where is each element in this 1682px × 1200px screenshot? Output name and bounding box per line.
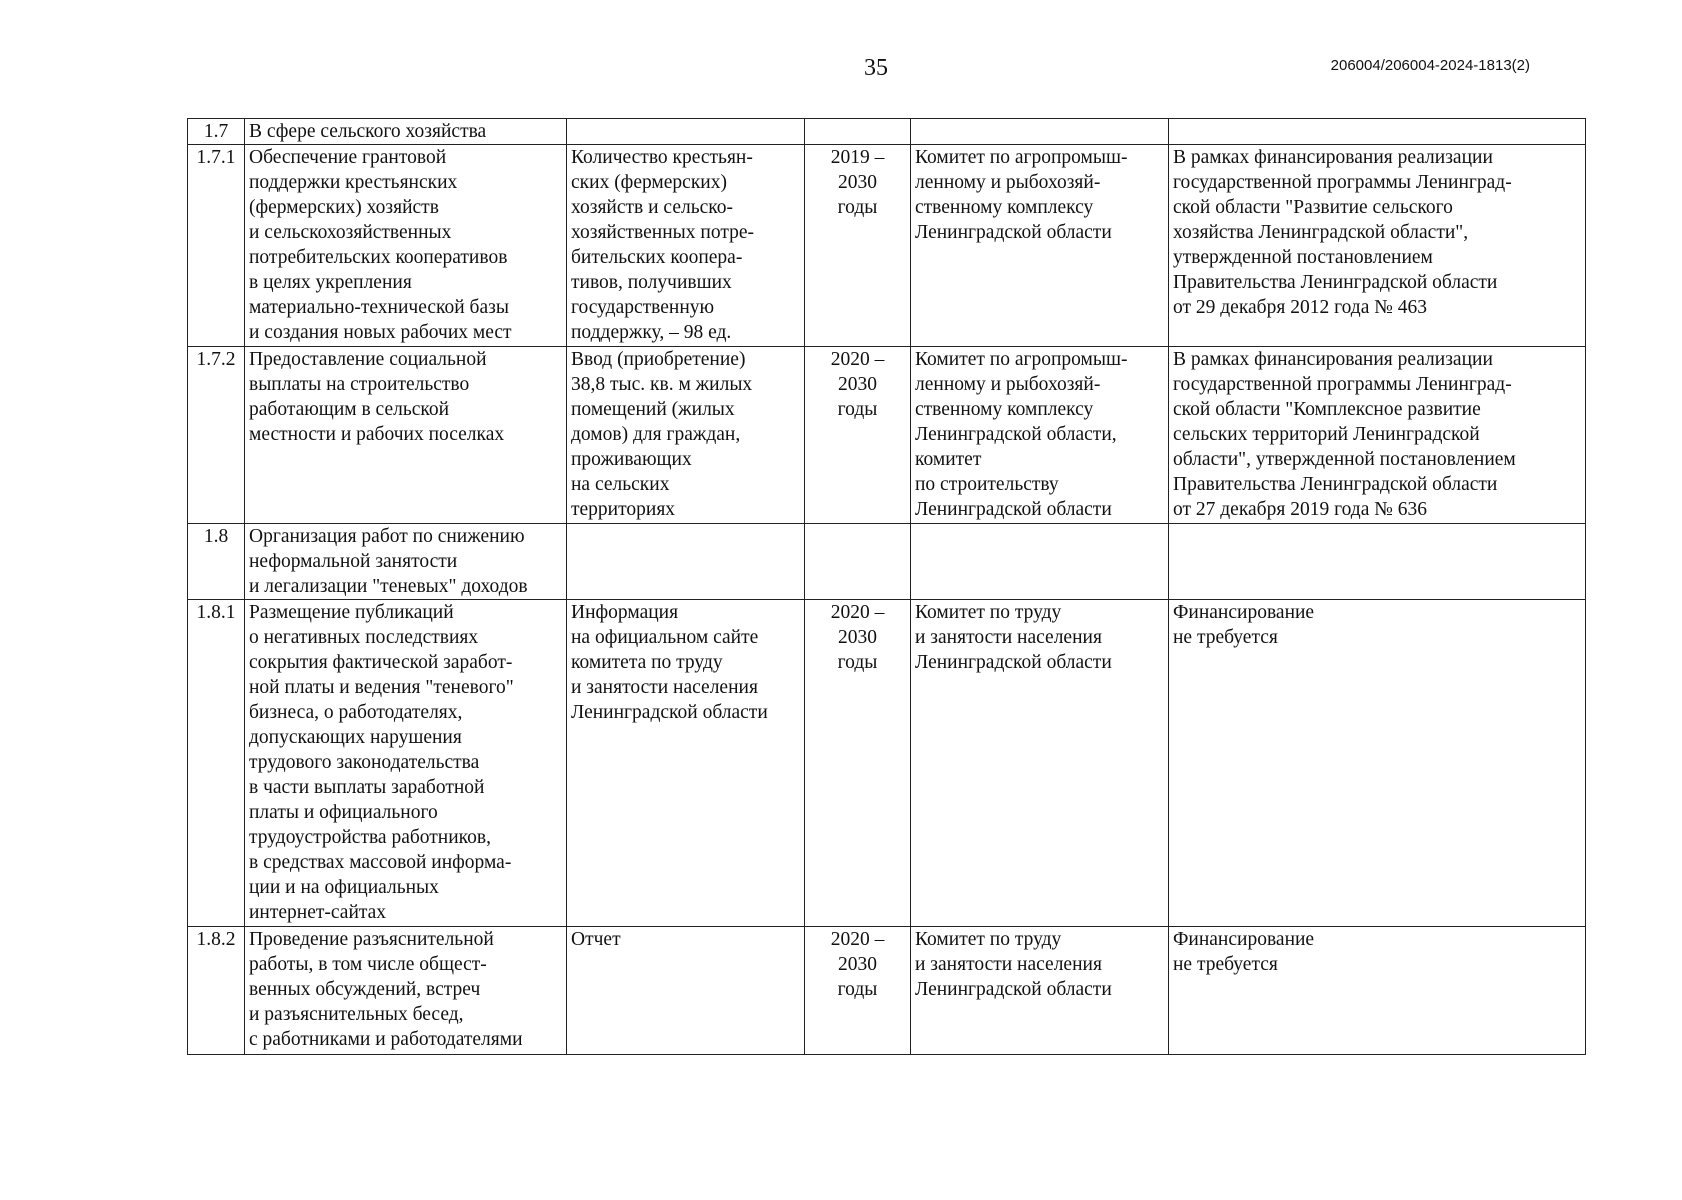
financing-cell: В рамках финансирования реализации государственной программы Ленинград- ской области "Комплексное развитие сельских территорий Ленинградской области", утвержденной постановлением Правительства Ленинградской области от 27 декабря 2019 года № 636 (1169, 347, 1586, 524)
executor-cell: Комитет по труду и занятости населения Ленинградской области (911, 927, 1169, 1055)
result-cell (567, 524, 805, 600)
executor-cell (911, 119, 1169, 145)
document-code: 206004/206004-2024-1813(2) (1330, 57, 1530, 74)
table-row (188, 119, 1586, 145)
executor-cell: Комитет по труду и занятости населения Ленинградской области (911, 600, 1169, 927)
page-number: 35 (864, 55, 888, 81)
financing-cell: Финансирование не требуется (1169, 927, 1586, 1055)
term-cell (805, 119, 911, 145)
row-number: 1.8.1 (188, 600, 245, 927)
financing-cell (1169, 119, 1586, 145)
financing-cell: Финансирование не требуется (1169, 600, 1586, 927)
executor-cell (911, 524, 1169, 600)
result-cell: Отчет (567, 927, 805, 1055)
term-cell: 2019 – 2030 годы (805, 145, 911, 347)
financing-cell (1169, 524, 1586, 600)
result-cell (567, 119, 805, 145)
table-row (188, 145, 1586, 347)
measures-table (187, 118, 1586, 1055)
activity-cell: Проведение разъяснительной работы, в том числе общест- венных обсуждений, встреч и разъяснительных бесед, с работниками и работодателями (245, 927, 567, 1055)
table-row (188, 524, 1586, 600)
term-cell (805, 524, 911, 600)
financing-cell: В рамках финансирования реализации государственной программы Ленинград- ской области "Развитие сельского хозяйства Ленинградской области", утвержденной постановлением Правительства Ленинградской области от 29 декабря 2012 года № 463 (1169, 145, 1586, 347)
row-number: 1.7.1 (188, 145, 245, 347)
term-cell: 2020 – 2030 годы (805, 600, 911, 927)
table-row (188, 347, 1586, 524)
activity-cell: Размещение публикаций о негативных последствиях сокрытия фактической заработ- ной платы и ведения "теневого" бизнеса, о работодателях, допускающих нарушения трудового законодательства в части выплаты заработной платы и официального трудоустройства работников, в средствах массовой информа- ции и на официальных интернет-сайтах (245, 600, 567, 927)
result-cell: Информация на официальном сайте комитета по труду и занятости населения Ленинградской области (567, 600, 805, 927)
row-number: 1.7 (188, 119, 245, 145)
row-number: 1.8.2 (188, 927, 245, 1055)
activity-cell: Обеспечение грантовой поддержки крестьянских (фермерских) хозяйств и сельскохозяйственных потребительских кооперативов в целях укрепления материально-технической базы и создания новых рабочих мест (245, 145, 567, 347)
activity-cell: Предоставление социальной выплаты на строительство работающим в сельской местности и рабочих поселках (245, 347, 567, 524)
row-number: 1.8 (188, 524, 245, 600)
table-row (188, 927, 1586, 1055)
table-row (188, 600, 1586, 927)
result-cell: Количество крестьян- ских (фермерских) хозяйств и сельско- хозяйственных потре- бительских коопера- тивов, получивших государственную поддержку, – 98 ед. (567, 145, 805, 347)
executor-cell: Комитет по агропромыш- ленному и рыбохозяй- ственному комплексу Ленинградской области (911, 145, 1169, 347)
term-cell: 2020 – 2030 годы (805, 927, 911, 1055)
activity-cell: В сфере сельского хозяйства (245, 119, 567, 145)
term-cell: 2020 – 2030 годы (805, 347, 911, 524)
executor-cell: Комитет по агропромыш- ленному и рыбохозяй- ственному комплексу Ленинградской области, комитет по строительству Ленинградской области (911, 347, 1169, 524)
row-number: 1.7.2 (188, 347, 245, 524)
result-cell: Ввод (приобретение) 38,8 тыс. кв. м жилых помещений (жилых домов) для граждан, проживающих на сельских территориях (567, 347, 805, 524)
activity-cell: Организация работ по снижению неформальной занятости и легализации "теневых" доходов (245, 524, 567, 600)
